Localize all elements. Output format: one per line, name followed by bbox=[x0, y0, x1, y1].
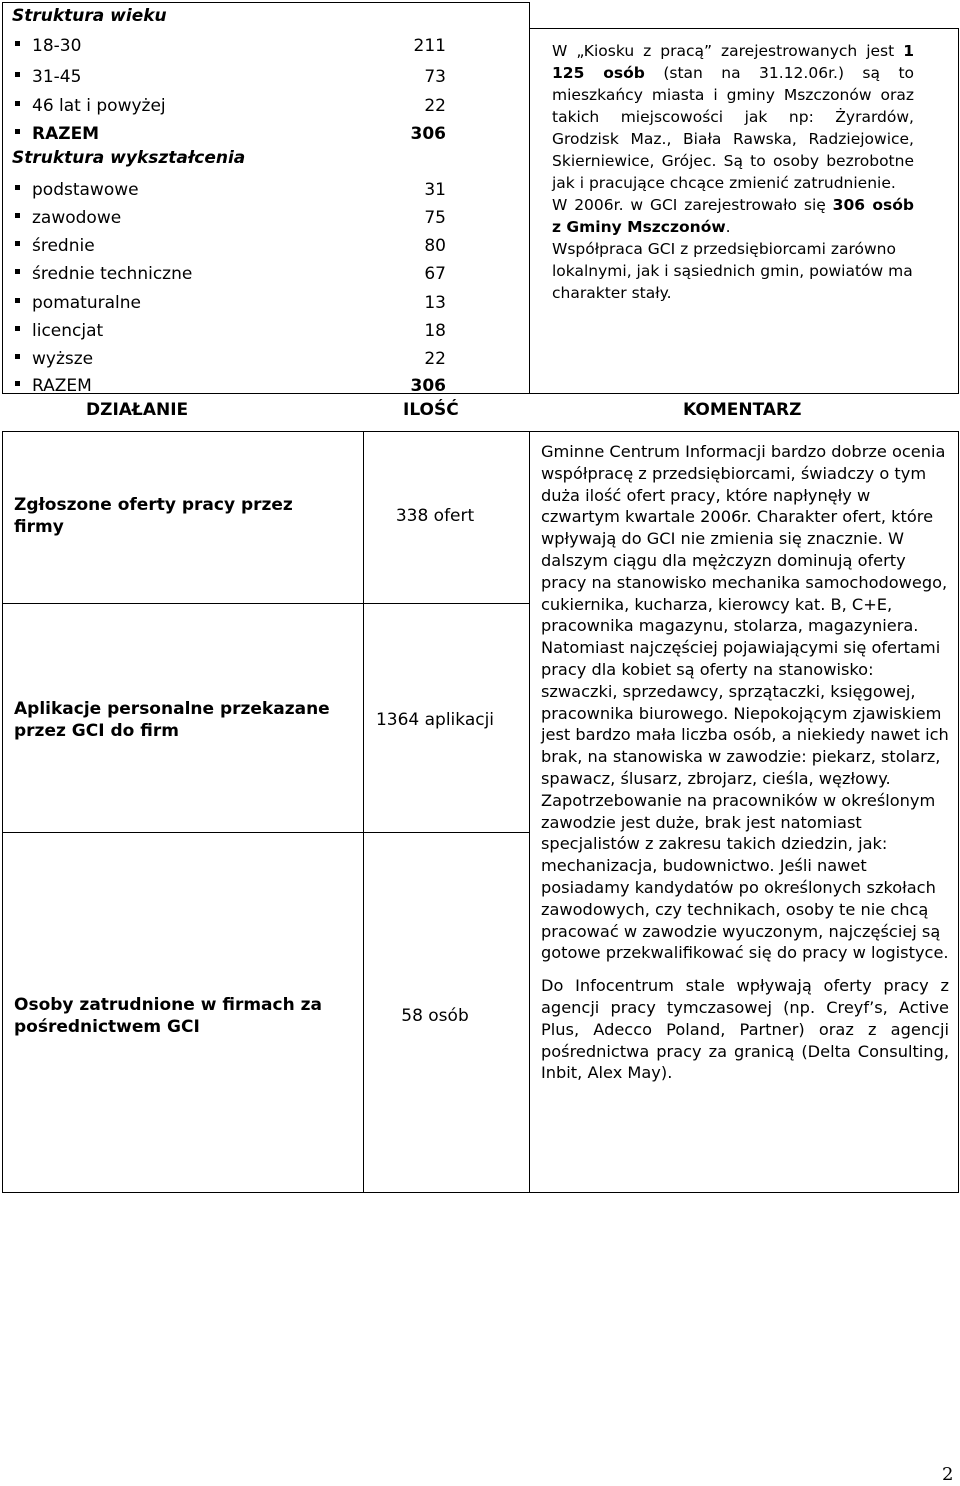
action-cell: Osoby zatrudnione w firmach za pośrednictwem GCI bbox=[14, 995, 322, 1037]
action-cell: Aplikacje personalne przekazane przez GCI do firm bbox=[14, 699, 330, 741]
education-value: 67 bbox=[424, 264, 446, 284]
education-value: 18 bbox=[424, 321, 446, 341]
education-structure-heading: Struktura wykształcenia bbox=[12, 148, 246, 168]
list-item bbox=[2, 90, 458, 118]
kiosk-text: (stan na 31.12.06r.) są to mieszkańcy miasta i gminy Mszczonów oraz takich miejscowości jak np: Żyrardów, Grodzisk Maz., Biała Rawska, Radziejowice, Skierniewice, Grójec. Są to osoby bezrobotne jak i pracujące chcące zmienić zatrudnienie. bbox=[552, 64, 915, 192]
education-label: średnie bbox=[32, 236, 95, 256]
registration-text: W 2006r. w GCI zarejestrowało się bbox=[552, 196, 833, 214]
education-label: licencjat bbox=[32, 321, 104, 341]
list-item bbox=[2, 258, 458, 286]
column-divider bbox=[529, 431, 530, 1193]
header-quantity: ILOŚĆ bbox=[403, 400, 459, 420]
education-label: zawodowe bbox=[32, 208, 122, 228]
bullet-icon bbox=[15, 213, 20, 218]
list-item bbox=[2, 287, 458, 315]
row-divider bbox=[2, 832, 530, 833]
total-label: RAZEM bbox=[32, 376, 92, 396]
age-label: 18-30 bbox=[32, 36, 82, 56]
education-value: 22 bbox=[424, 349, 446, 369]
bullet-icon bbox=[15, 41, 20, 46]
comment-text: Gminne Centrum Informacji bardzo dobrze ocenia współpracę z przedsiębiorcami, świadczy o tym duża ilość ofert pracy, które napłynęły w czwartym kwartale 2006r. Charakter ofert, które wpływają do GCI nie zmienia się znacznie. W dalszym ciągu dla mężczyzn dominują oferty pracy na stanowisko mechanika samochodowego, cukiernika, kucharza, kierowcy kat. B, C+E, pracownika magazynu, stolarza, magazyniera. Natomiast najczęściej pojawiającymi się ofertami pracy dla kobiet są oferty na stanowisko: szwaczki, sprzedawcy, sprzątaczki, księgowej, pracownika biurowego. Niepokojącym zjawiskiem jest bardzo mała liczba osób, a niekiedy nawet ich brak, na stanowiska w zawodzie: piekarz, stolarz, spawacz, ślusarz, zbrojarz, cieśla, węzłowy. Zapotrzebowanie na pracowników w określonym zawodzie jest duże, brak jest natomiast specjalistów z zakresu takich dziedzin, jak: mechanizacja, budownictwo. Jeśli nawet posiadamy kandydatów po określonych szkołach zawodowych, czy technikach, osoby te nie chcą pracować w zawodzie wyuczonym, najczęściej są gotowe przekwalifikować się do pracy w logistyce. bbox=[541, 442, 949, 963]
list-item bbox=[2, 315, 458, 343]
bullet-icon bbox=[15, 129, 20, 134]
total-value: 306 bbox=[410, 124, 446, 144]
total-label: RAZEM bbox=[32, 124, 100, 144]
age-value: 73 bbox=[424, 67, 446, 87]
bullet-icon bbox=[15, 185, 20, 190]
education-total-row bbox=[2, 370, 458, 398]
column-divider bbox=[363, 431, 364, 1193]
age-label: 46 lat i powyżej bbox=[32, 96, 166, 116]
age-total-row bbox=[2, 118, 458, 146]
bullet-icon bbox=[15, 72, 20, 77]
bullet-icon bbox=[15, 241, 20, 246]
quantity-cell: 58 osób bbox=[401, 1006, 469, 1026]
bullet-icon bbox=[15, 269, 20, 274]
kiosk-count: 1 125 osób bbox=[552, 42, 914, 82]
age-structure-heading: Struktura wieku bbox=[12, 6, 167, 26]
list-item bbox=[2, 30, 458, 58]
bullet-icon bbox=[15, 298, 20, 303]
education-value: 31 bbox=[424, 180, 446, 200]
age-value: 22 bbox=[424, 96, 446, 116]
registration-text: . bbox=[725, 218, 731, 236]
education-label: średnie techniczne bbox=[32, 264, 193, 284]
action-cell: Zgłoszone oferty pracy przez firmy bbox=[14, 495, 293, 537]
cooperation-text: Współpraca GCI z przedsiębiorcami zarówno lokalnymi, jak i sąsiednich gmin, powiatów ma charakter stały. bbox=[552, 240, 913, 302]
kiosk-note bbox=[552, 40, 914, 304]
kiosk-text: W „Kiosku z pracą” zarejestrowanych jest bbox=[552, 42, 904, 60]
education-label: podstawowe bbox=[32, 180, 139, 200]
list-item bbox=[2, 174, 458, 202]
comment-text: Do Infocentrum stale wpływają oferty pracy z agencji pracy tymczasowej (np. Creyf’s, Active Plus, Adecco Poland, Partner) oraz z agencji pośrednictwa pracy za granicą (Delta Consulting, Inbit, Alex May). bbox=[541, 976, 949, 1083]
education-label: wyższe bbox=[32, 349, 94, 369]
age-value: 211 bbox=[413, 36, 446, 56]
list-item bbox=[2, 343, 458, 371]
bullet-icon bbox=[15, 381, 20, 386]
bullet-icon bbox=[15, 101, 20, 106]
list-item bbox=[2, 230, 458, 258]
registration-count: 306 osób z Gminy Mszczonów bbox=[552, 196, 914, 236]
bullet-icon bbox=[15, 326, 20, 331]
education-value: 75 bbox=[424, 208, 446, 228]
comment-cell bbox=[541, 441, 949, 1084]
quantity-cell: 338 ofert bbox=[395, 506, 475, 526]
quantity-cell: 1364 aplikacji bbox=[375, 710, 495, 730]
header-action: DZIAŁANIE bbox=[86, 400, 189, 420]
education-value: 13 bbox=[424, 293, 446, 313]
page-number: 2 bbox=[942, 1464, 954, 1485]
list-item bbox=[2, 202, 458, 230]
education-value: 80 bbox=[424, 236, 446, 256]
age-label: 31-45 bbox=[32, 67, 82, 87]
list-item bbox=[2, 61, 458, 89]
education-label: pomaturalne bbox=[32, 293, 141, 313]
bullet-icon bbox=[15, 354, 20, 359]
total-value: 306 bbox=[410, 376, 446, 396]
header-comment: KOMENTARZ bbox=[683, 400, 802, 420]
row-divider bbox=[2, 603, 530, 604]
